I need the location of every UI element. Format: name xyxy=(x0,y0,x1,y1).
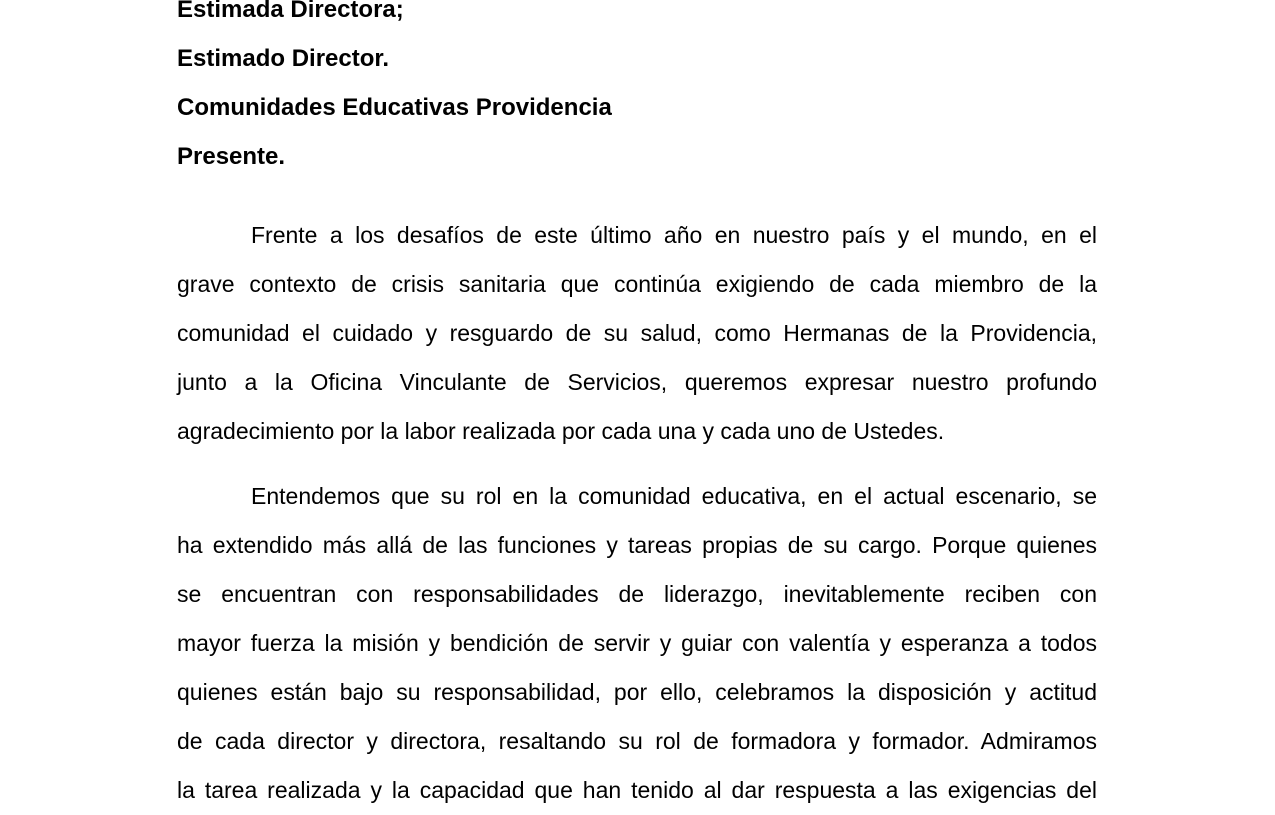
text-line: ha extendido más allá de las funciones y tareas propias de su cargo. Porque quienes xyxy=(177,532,1097,558)
salutation-line: Estimada Directora; xyxy=(177,0,404,23)
salutation-line: Estimado Director. xyxy=(177,45,390,72)
addressee-line: Comunidades Educativas Providencia xyxy=(177,94,612,121)
text-line: Frente a los desafíos de este último año en nuestro país y el mundo, en el xyxy=(251,222,1097,248)
presente-line: Presente. xyxy=(177,143,286,170)
text-line: agradecimiento por la labor realizada por cada una y cada uno de Ustedes. xyxy=(177,418,945,444)
text-line: Entendemos que su rol en la comunidad educativa, en el actual escenario, se xyxy=(251,483,1097,509)
text-line: junto a la Oficina Vinculante de Servicios, queremos expresar nuestro profundo xyxy=(177,369,1097,395)
body-paragraph-2 xyxy=(177,472,1097,815)
text-line: de cada director y directora, resaltando su rol de formadora y formador. Admiramos xyxy=(177,728,1097,754)
text-line: se encuentran con responsabilidades de liderazgo, inevitablemente reciben con xyxy=(177,581,1097,607)
body-paragraph-1 xyxy=(177,211,1097,456)
text-line: la tarea realizada y la capacidad que han tenido al dar respuesta a las exigencias del xyxy=(177,777,1097,803)
text-line: comunidad el cuidado y resguardo de su salud, como Hermanas de la Providencia, xyxy=(177,320,1097,346)
text-line: quienes están bajo su responsabilidad, por ello, celebramos la disposición y actitud xyxy=(177,679,1097,705)
text-line: mayor fuerza la misión y bendición de servir y guiar con valentía y esperanza a todos xyxy=(177,630,1097,656)
letter-content xyxy=(177,0,1097,815)
text-line: grave contexto de crisis sanitaria que continúa exigiendo de cada miembro de la xyxy=(177,271,1097,297)
